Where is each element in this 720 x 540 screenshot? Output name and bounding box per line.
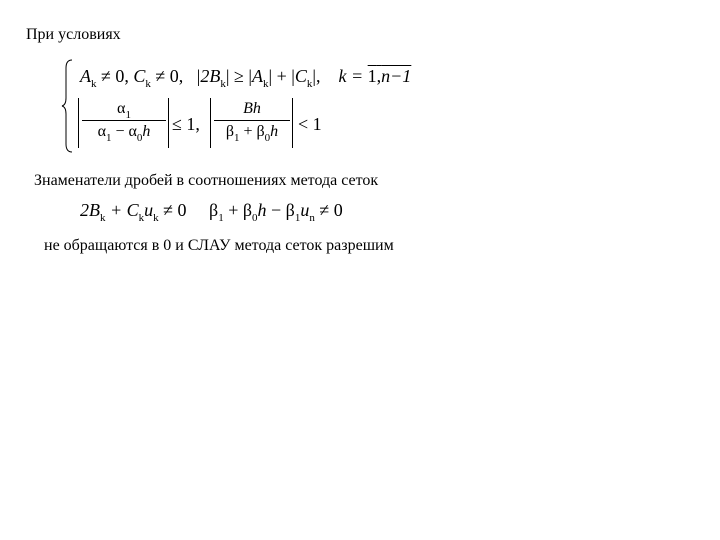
heading: При условиях xyxy=(26,26,121,43)
denominators-sentence: Знаменатели дробей в соотношениях метода сеток xyxy=(34,172,379,189)
fraction-bh: $\frac{Bh}{\beta_1 + \beta_0h}$ xyxy=(214,98,290,143)
left-brace xyxy=(60,58,74,154)
system-row-1: $A_k \ne 0$, $C_k \ne 0$, $|2B_k| \ge |A_k| + |C_k|$, k = 1,n−1 xyxy=(80,66,412,90)
nonzero-conditions: $2B_k + C_ku_k \ne 0$ $\beta_1 + \beta_0h - \beta_1u_n \ne 0$ xyxy=(80,200,343,224)
conclusion-sentence: не обращаются в 0 и СЛАУ метода сеток разрешим xyxy=(44,237,394,254)
system-row-2: $\frac{\alpha_1}{\alpha_1 - \alpha_0h}$ ≤ 1, $\frac{Bh}{\beta_1 + \beta_0h}$ < 1 xyxy=(76,96,376,152)
conditions-system xyxy=(60,58,440,154)
fraction-alpha: $\frac{\alpha_1}{\alpha_1 - \alpha_0h}$ xyxy=(82,98,166,143)
